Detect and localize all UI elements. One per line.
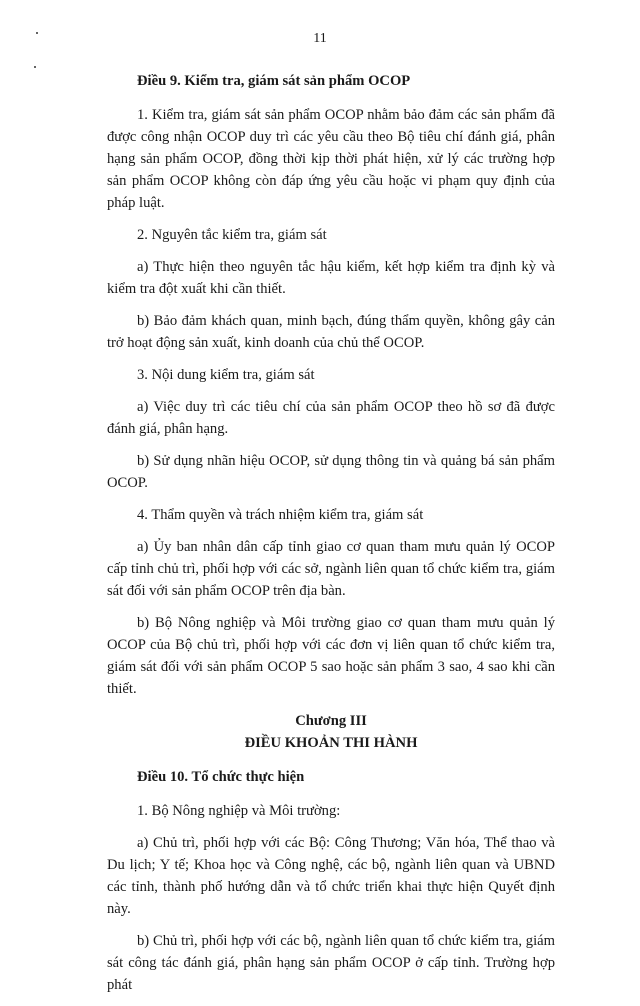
article-10-clause-1a: a) Chủ trì, phối hợp với các Bộ: Công Thương; Văn hóa, Thể thao và Du lịch; Y tế; Khoa học và Công nghệ, các bộ, ngành liên quan và UBND các tỉnh, thành phố hướng dẫn và tổ chức triển khai thực hiện Quyết định này. [107, 835, 555, 917]
article-9-clause-3a: a) Việc duy trì các tiêu chí của sản phẩm OCOP theo hồ sơ đã được đánh giá, phân hạng. [107, 399, 555, 437]
article-10-title: Điều 10. Tổ chức thực hiện [137, 769, 305, 785]
page-number: 11 [313, 31, 327, 46]
scan-mark [34, 66, 36, 68]
article-9-title: Điều 9. Kiểm tra, giám sát sản phẩm OCOP [137, 73, 411, 89]
article-9-clause-3: 3. Nội dung kiểm tra, giám sát [137, 367, 315, 383]
article-9-clause-2a: a) Thực hiện theo nguyên tắc hậu kiểm, kết hợp kiểm tra định kỳ và kiểm tra đột xuất khi cần thiết. [107, 259, 555, 297]
document-body [107, 70, 555, 1006]
article-9-clause-2: 2. Nguyên tắc kiểm tra, giám sát [137, 227, 327, 243]
chapter-label: Chương III [295, 713, 367, 729]
article-10-clause-1b: b) Chủ trì, phối hợp với các bộ, ngành liên quan tổ chức kiểm tra, giám sát công tác đánh giá, phân hạng sản phẩm OCOP ở cấp tỉnh. Trường hợp phát [107, 933, 555, 993]
article-9-clause-4b: b) Bộ Nông nghiệp và Môi trường giao cơ quan tham mưu quản lý OCOP của Bộ chủ trì, phối hợp với các đơn vị liên quan tổ chức kiểm tra, giám sát đối với sản phẩm OCOP 5 sao hoặc sản phẩm 3 sao, 4 sao khi cần thiết. [107, 615, 555, 697]
chapter-heading [107, 710, 555, 754]
article-9-clause-4a: a) Ủy ban nhân dân cấp tỉnh giao cơ quan tham mưu quản lý OCOP cấp tỉnh chủ trì, phối hợp với các sở, ngành liên quan tổ chức kiểm tra, giám sát đối với sản phẩm OCOP trên địa bàn. [107, 539, 555, 599]
article-9-clause-1: 1. Kiểm tra, giám sát sản phẩm OCOP nhằm bảo đảm các sản phẩm đã được công nhận OCOP duy trì các yêu cầu theo Bộ tiêu chí đánh giá, phân hạng sản phẩm OCOP, đồng thời kịp thời phát hiện, xử lý các trường hợp sản phẩm OCOP không còn đáp ứng yêu cầu hoặc vi phạm quy định của pháp luật. [107, 107, 555, 211]
article-9-clause-3b: b) Sử dụng nhãn hiệu OCOP, sử dụng thông tin và quảng bá sản phẩm OCOP. [107, 453, 555, 491]
chapter-title: ĐIỀU KHOẢN THI HÀNH [244, 735, 418, 751]
article-10-clause-1: 1. Bộ Nông nghiệp và Môi trường: [137, 803, 341, 819]
article-9-clause-4: 4. Thẩm quyền và trách nhiệm kiểm tra, giám sát [137, 507, 424, 523]
article-9-clause-2b: b) Bảo đảm khách quan, minh bạch, đúng thẩm quyền, không gây cản trở hoạt động sản xuất, kinh doanh của chủ thể OCOP. [107, 313, 555, 351]
